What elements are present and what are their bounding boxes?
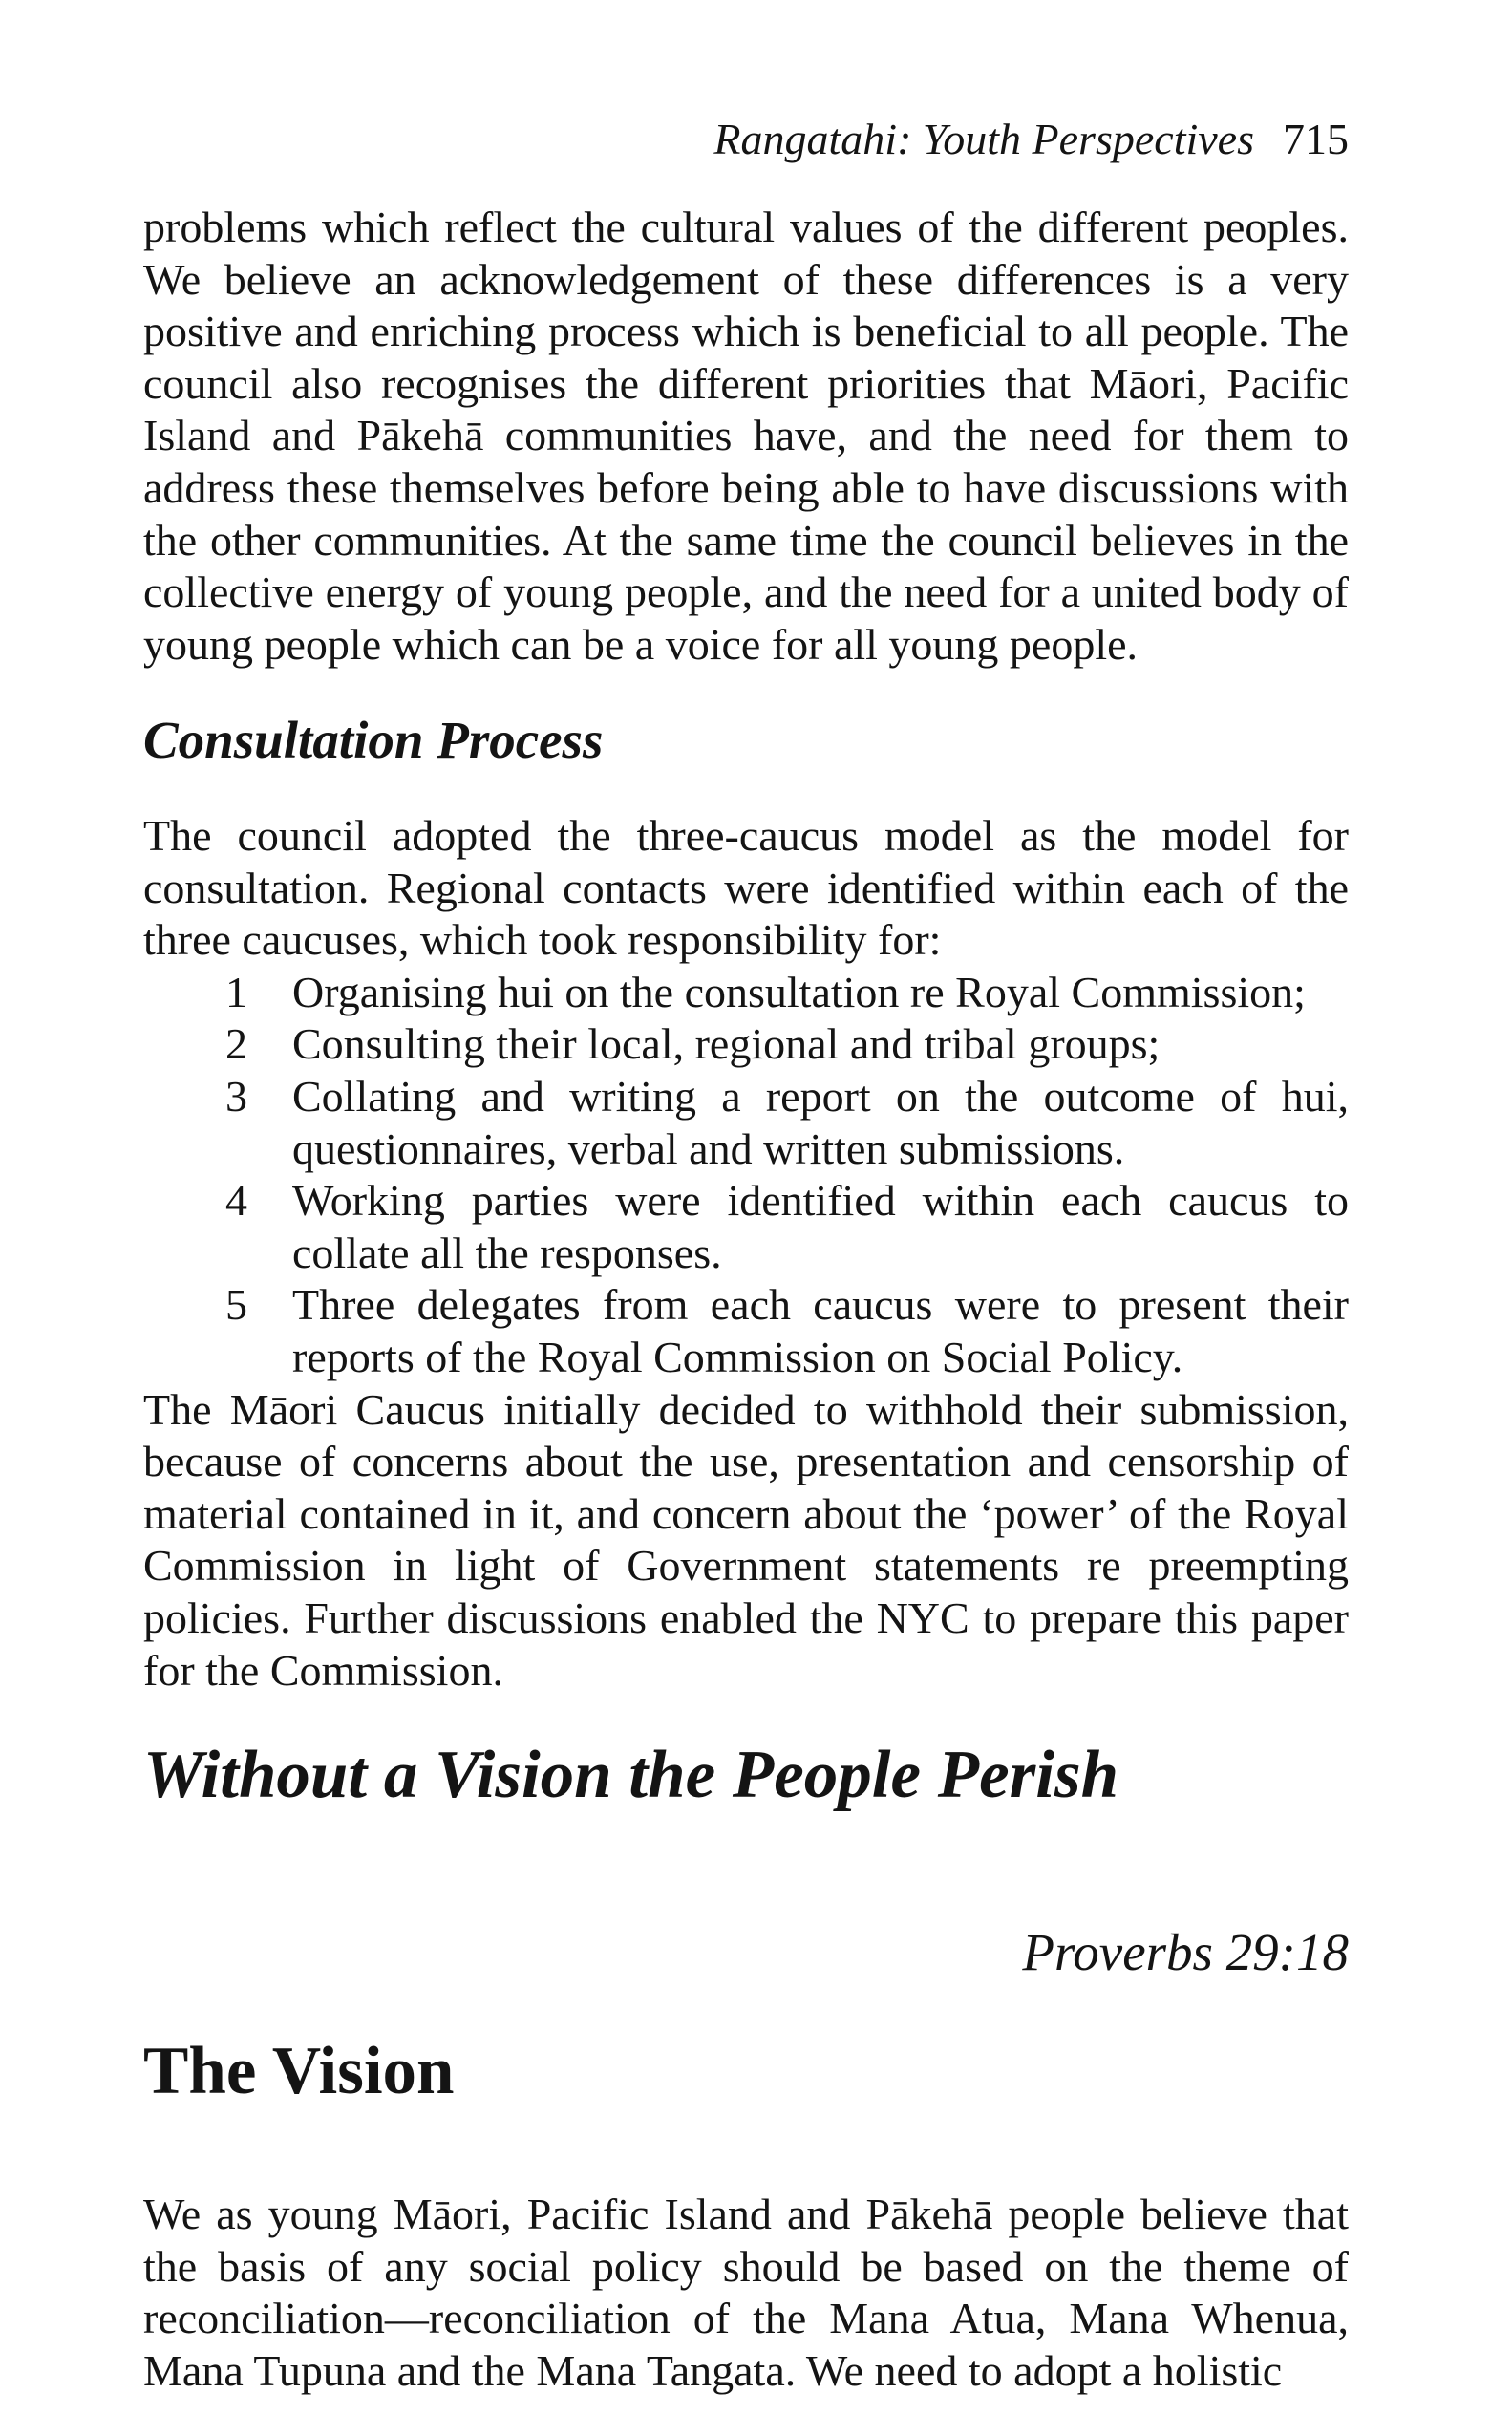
section-heading-consultation: Consultation Process [143, 711, 604, 769]
list-item-text: Working parties were identified within each caucus to collate all the responses. [292, 1176, 1349, 1277]
running-title: Rangatahi: Youth Perspectives [713, 115, 1254, 163]
list-item [143, 1018, 1349, 1071]
opening-paragraph: problems which reflect the cultural values of the different peoples. We believe an acknowledgement of these differences is a very positive and enriching process which is beneficial to all people. The council also recognises the different priorities that Māori, Pacific Island and Pākehā communities have, and the need for them to address these themselves before being able to have discussions with the other communities. At the same time the council believes in the collective energy of young people, and the need for a united body of young people which can be a voice for all young people. [143, 203, 1349, 669]
page-number: 715 [1283, 115, 1349, 163]
vision-quote-section [143, 1735, 1349, 1815]
list-item-number: 1 [225, 967, 247, 1016]
vision-body [143, 2189, 1349, 2397]
consultation-intro: The council adopted the three-caucus model as the model for consultation. Regional contacts were identified within each of the three caucuses, which took responsibility for: [143, 811, 1349, 965]
vision-paragraph: We as young Māori, Pacific Island and Pākehā people believe that the basis of any social policy should be based on the theme of reconciliation—reconciliation of the Mana Atua, Mana Whenua, Mana Tupuna and the Mana Tangata. We need to adopt a holistic [143, 2190, 1349, 2395]
list-item-number: 5 [225, 1280, 247, 1330]
consultation-section [143, 709, 1349, 772]
list-item-text: Collating and writing a report on the outcome of hui, questionnaires, verbal and written submissions. [292, 1071, 1349, 1173]
list-item-number: 2 [225, 1019, 247, 1069]
list-item-text: Organising hui on the consultation re Royal Commission; [292, 967, 1306, 1016]
running-header [143, 113, 1349, 166]
section-heading-without-vision: Without a Vision the People Perish [143, 1738, 1119, 1812]
list-item-text: Three delegates from each caucus were to present their reports of the Royal Commission on Social Policy. [292, 1280, 1349, 1381]
opening-paragraph-block [143, 202, 1349, 671]
section-heading-the-vision: The Vision [143, 2034, 455, 2108]
list-item-number: 3 [225, 1071, 247, 1121]
list-item [143, 1071, 1349, 1175]
quote-attribution-block [143, 1921, 1349, 1984]
list-item [143, 1175, 1349, 1279]
list-item-text: Consulting their local, regional and tribal groups; [292, 1019, 1161, 1069]
list-item-number: 4 [225, 1176, 247, 1226]
consultation-closing: The Māori Caucus initially decided to withhold their submission, because of concerns about the use, presentation and censorship of material contained in it, and concern about the ‘power’ of the Royal Commission in light of Government statements re preempting policies. Further discussions enabled the NYC to prepare this paper for the Commission. [143, 1384, 1349, 1695]
vision-section [143, 2031, 1349, 2111]
responsibility-list [143, 967, 1349, 1384]
list-item [143, 967, 1349, 1019]
list-item [143, 1279, 1349, 1383]
proverb-attribution: Proverbs 29:18 [1022, 1923, 1349, 1981]
consultation-body [143, 810, 1349, 1697]
